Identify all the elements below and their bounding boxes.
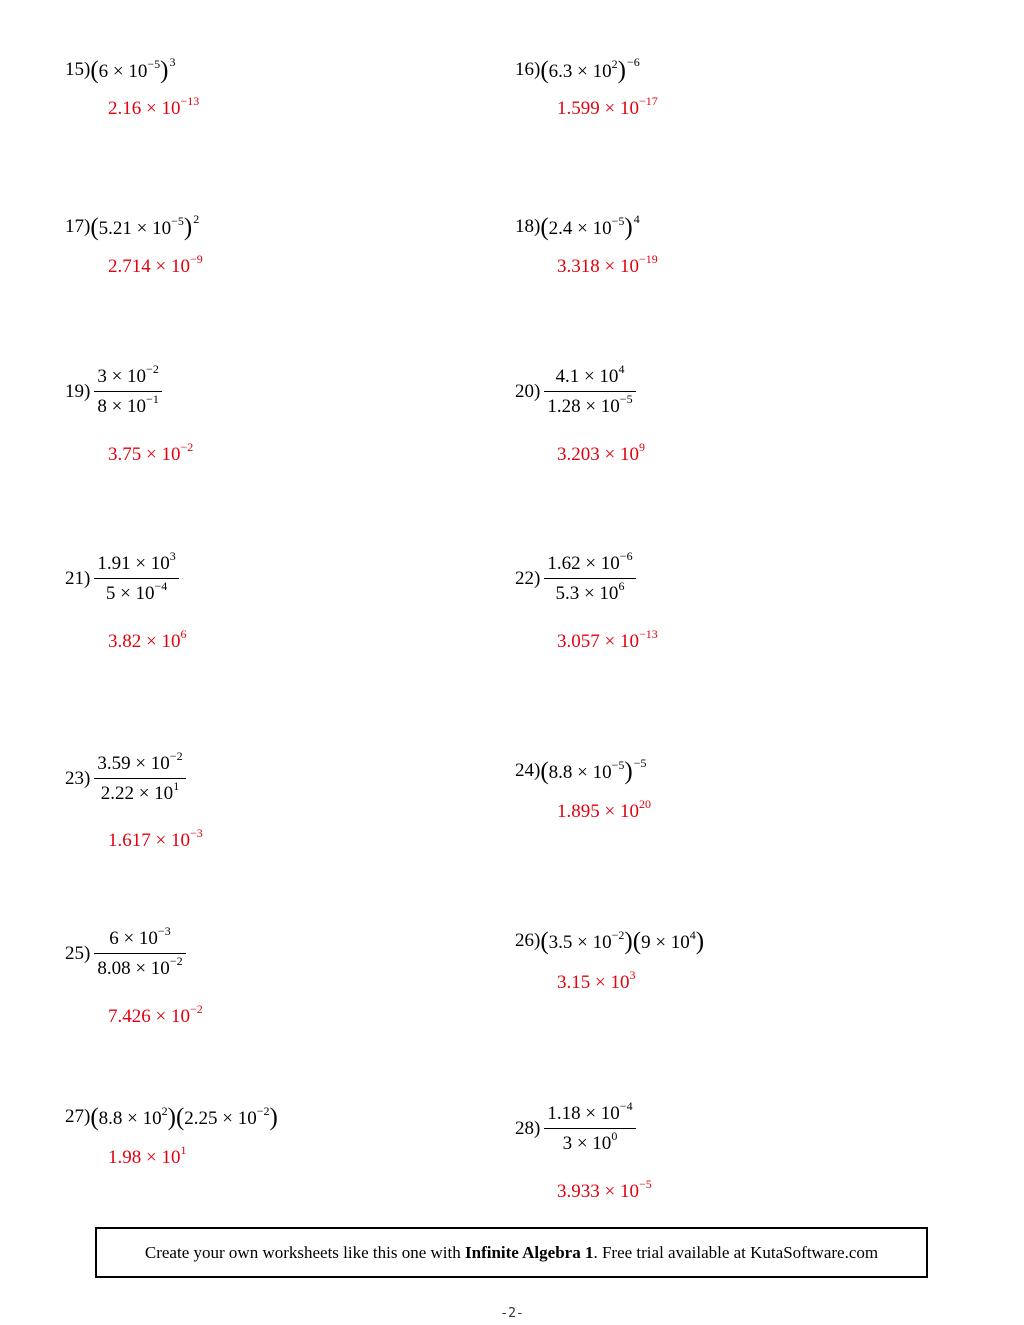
answer-term [108,93,200,119]
right-paren: ) [617,57,626,84]
numerator [94,548,178,579]
denominator [94,779,185,805]
exponent: −9 [189,251,203,266]
answer-27 [108,1142,187,1169]
left-paren: ( [90,214,99,241]
base-term [98,56,161,82]
answer-26 [557,967,636,994]
exponent: −2 [256,1103,270,1118]
problem-15 [65,54,176,84]
fraction [544,548,635,605]
problem-number: 18) [515,216,541,237]
right-paren: ) [183,214,193,241]
denominator-term [105,578,168,604]
fraction [544,1098,635,1155]
problem-number: 19) [65,381,91,402]
exponent: −13 [638,626,658,641]
problem-expression [90,1104,278,1130]
exponent: −3 [189,825,203,840]
outer-exponent: −5 [633,755,647,770]
exponent: −2 [169,953,183,968]
problem-number: 28) [515,1118,541,1139]
problem-number: 20) [515,381,541,402]
promo-footer [95,1227,928,1278]
answer-term [557,439,645,465]
exponent: 6 [180,626,187,641]
exponent: 1 [173,778,180,793]
answer-term [108,1001,203,1027]
mantissa: 6 × 10 [109,928,158,949]
denominator [94,392,162,418]
mantissa: 1.91 × 10 [97,553,170,574]
left-paren: ( [540,57,549,84]
mantissa: 8.08 × 10 [97,958,170,979]
problem-expression [540,361,635,418]
exponent: −3 [157,923,171,938]
factor-b [641,927,696,953]
numerator [94,923,185,954]
right-paren: ) [624,758,633,785]
problem-expression [540,1098,635,1155]
mantissa: 3.82 × 10 [108,631,181,652]
mantissa: 1.617 × 10 [108,830,190,851]
outer-exponent: 3 [169,54,176,69]
fraction [94,923,185,980]
right-paren: ) [167,1104,176,1131]
exponent: −5 [638,1176,652,1191]
answer-term [108,626,187,652]
answer-28 [557,1176,652,1203]
problem-27 [65,1104,278,1130]
left-paren: ( [540,928,549,955]
mantissa: 2.16 × 10 [108,98,181,119]
mantissa: 1.599 × 10 [557,98,639,119]
answer-25 [108,1001,203,1028]
footer-suffix: . Free trial available at KutaSoftware.com [593,1243,879,1262]
base-term [548,56,618,82]
answer-22 [557,626,658,653]
fraction [94,748,185,805]
left-paren: ( [540,758,549,785]
mantissa: 3 × 10 [97,366,147,387]
answer-term [108,439,194,465]
numerator-term [547,548,633,574]
exponent: −13 [180,93,200,108]
problem-expression [540,211,640,241]
problem-26 [515,928,704,954]
answer-24 [557,796,651,823]
problem-24 [515,755,647,785]
right-paren: ) [624,214,633,241]
mantissa: 1.18 × 10 [547,1103,620,1124]
exponent: −5 [611,213,625,228]
problem-expression [90,361,162,418]
answer-17 [108,251,203,278]
problem-number: 21) [65,568,91,589]
exponent: 2 [161,1103,168,1118]
left-paren: ( [90,57,99,84]
exponent: 4 [689,927,696,942]
problem-16 [515,54,640,84]
factor-a [548,927,625,953]
problem-number: 25) [65,943,91,964]
numerator [94,361,162,392]
numerator-term [97,361,159,387]
problem-expression [90,211,200,241]
mantissa: 3.5 × 10 [548,932,612,953]
exponent: 3 [629,967,636,982]
problem-expression [540,54,640,84]
exponent: 2 [611,56,618,71]
answer-term [557,93,658,119]
denominator [544,392,635,418]
answer-term [557,967,636,993]
problem-number: 22) [515,568,541,589]
answer-23 [108,825,203,852]
denominator-term [97,391,159,417]
mantissa: 3.75 × 10 [108,444,181,465]
mantissa: 4.1 × 10 [555,366,619,387]
problem-21 [65,548,179,605]
denominator-term [100,778,180,804]
base-term [98,213,184,239]
exponent: −4 [619,1098,633,1113]
exponent: −2 [180,439,194,454]
page-number: -2- [500,1306,524,1321]
problem-expression [90,923,185,980]
mantissa: 5.3 × 10 [555,583,619,604]
fraction [544,361,635,418]
fraction [94,361,162,418]
problem-number: 24) [515,760,541,781]
mantissa: 3.318 × 10 [557,256,639,277]
numerator-term [109,923,171,949]
answer-term [108,825,203,851]
denominator [94,579,178,605]
outer-exponent: −6 [626,54,640,69]
exponent: 4 [618,361,625,376]
problem-number: 16) [515,59,541,80]
exponent: −5 [611,757,625,772]
mantissa: 7.426 × 10 [108,1006,190,1027]
answer-term [557,626,658,652]
mantissa: 2.714 × 10 [108,256,190,277]
footer-product: Infinite Algebra 1 [465,1243,594,1262]
answer-16 [557,93,658,120]
mantissa: 5 × 10 [105,583,155,604]
exponent: 1 [180,1142,187,1157]
denominator [94,954,185,980]
outer-exponent: 4 [633,211,640,226]
answer-18 [557,251,658,278]
mantissa: 2.4 × 10 [548,218,612,239]
outer-exponent: 2 [193,211,200,226]
problem-23 [65,748,186,805]
mantissa: 1.895 × 10 [557,801,639,822]
problem-number: 23) [65,768,91,789]
problem-20 [515,361,636,418]
problem-expression [540,928,704,954]
denominator-term [547,391,633,417]
problem-19 [65,361,162,418]
mantissa: 3.203 × 10 [557,444,639,465]
numerator-term [97,548,176,574]
exponent: −6 [619,548,633,563]
right-paren: ) [160,57,169,84]
denominator [544,1129,635,1155]
mantissa: 8.8 × 10 [98,1108,162,1129]
exponent: −5 [147,56,161,71]
mantissa: 3.59 × 10 [97,753,170,774]
exponent: −1 [146,391,159,406]
left-paren: ( [540,214,549,241]
problem-number: 26) [515,930,541,951]
numerator [544,1098,635,1129]
denominator-term [562,1128,618,1154]
answer-term [108,1142,187,1168]
denominator-term [555,578,625,604]
exponent: 6 [618,578,625,593]
mantissa: 8.8 × 10 [548,762,612,783]
answer-20 [557,439,645,466]
mantissa: 5.21 × 10 [98,218,172,239]
mantissa: 1.98 × 10 [108,1147,181,1168]
problem-number: 27) [65,1106,91,1127]
mantissa: 3.057 × 10 [557,631,639,652]
answer-21 [108,626,187,653]
problem-22 [515,548,636,605]
mantissa: 3 × 10 [562,1133,612,1154]
numerator-term [555,361,625,387]
mantissa: 6.3 × 10 [548,61,612,82]
problem-expression [90,548,178,605]
problem-expression [90,748,185,805]
exponent: −2 [146,361,159,376]
right-paren: ) [269,1104,278,1131]
exponent: 0 [611,1128,618,1143]
mantissa: 2.25 × 10 [184,1108,257,1129]
base-term [548,757,625,783]
mantissa: 1.28 × 10 [547,396,620,417]
exponent: 20 [638,796,651,811]
factor-a [98,1103,168,1129]
answer-15 [108,93,200,120]
mantissa: 8 × 10 [97,396,147,417]
answer-19 [108,439,194,466]
exponent: −2 [169,748,183,763]
numerator-term [547,1098,633,1124]
exponent: −5 [619,391,633,406]
left-paren: ( [90,1104,99,1131]
factor-b [184,1103,270,1129]
left-paren: ( [175,1104,185,1131]
exponent: −17 [638,93,658,108]
problem-expression [540,755,647,785]
exponent: −4 [154,578,168,593]
problem-25 [65,923,186,980]
answer-term [557,251,658,277]
fraction [94,548,178,605]
problem-expression [90,54,176,84]
footer-prefix: Create your own worksheets like this one with [144,1243,465,1262]
problem-expression [540,548,635,605]
mantissa: 2.22 × 10 [100,783,174,804]
exponent: −5 [171,213,184,228]
mantissa: 3.933 × 10 [557,1181,639,1202]
exponent: −2 [189,1001,203,1016]
numerator [544,361,635,392]
mantissa: 3.15 × 10 [557,972,630,993]
exponent: −19 [638,251,658,266]
right-paren: ) [695,928,705,955]
answer-term [557,1176,652,1202]
mantissa: 6 × 10 [98,61,148,82]
problem-17 [65,211,200,241]
mantissa: 1.62 × 10 [547,553,620,574]
answer-term [108,251,203,277]
left-paren: ( [632,928,642,955]
exponent: 9 [638,439,645,454]
exponent: 3 [169,548,176,563]
problem-number: 17) [65,216,91,237]
numerator-term [97,748,183,774]
numerator [544,548,635,579]
numerator [94,748,185,779]
problem-number: 15) [65,59,91,80]
base-term [548,213,625,239]
exponent: −2 [611,927,625,942]
problem-18 [515,211,640,241]
problem-28 [515,1098,636,1155]
denominator [544,579,635,605]
answer-term [557,796,651,822]
right-paren: ) [624,928,633,955]
denominator-term [97,953,183,979]
mantissa: 9 × 10 [641,932,690,953]
